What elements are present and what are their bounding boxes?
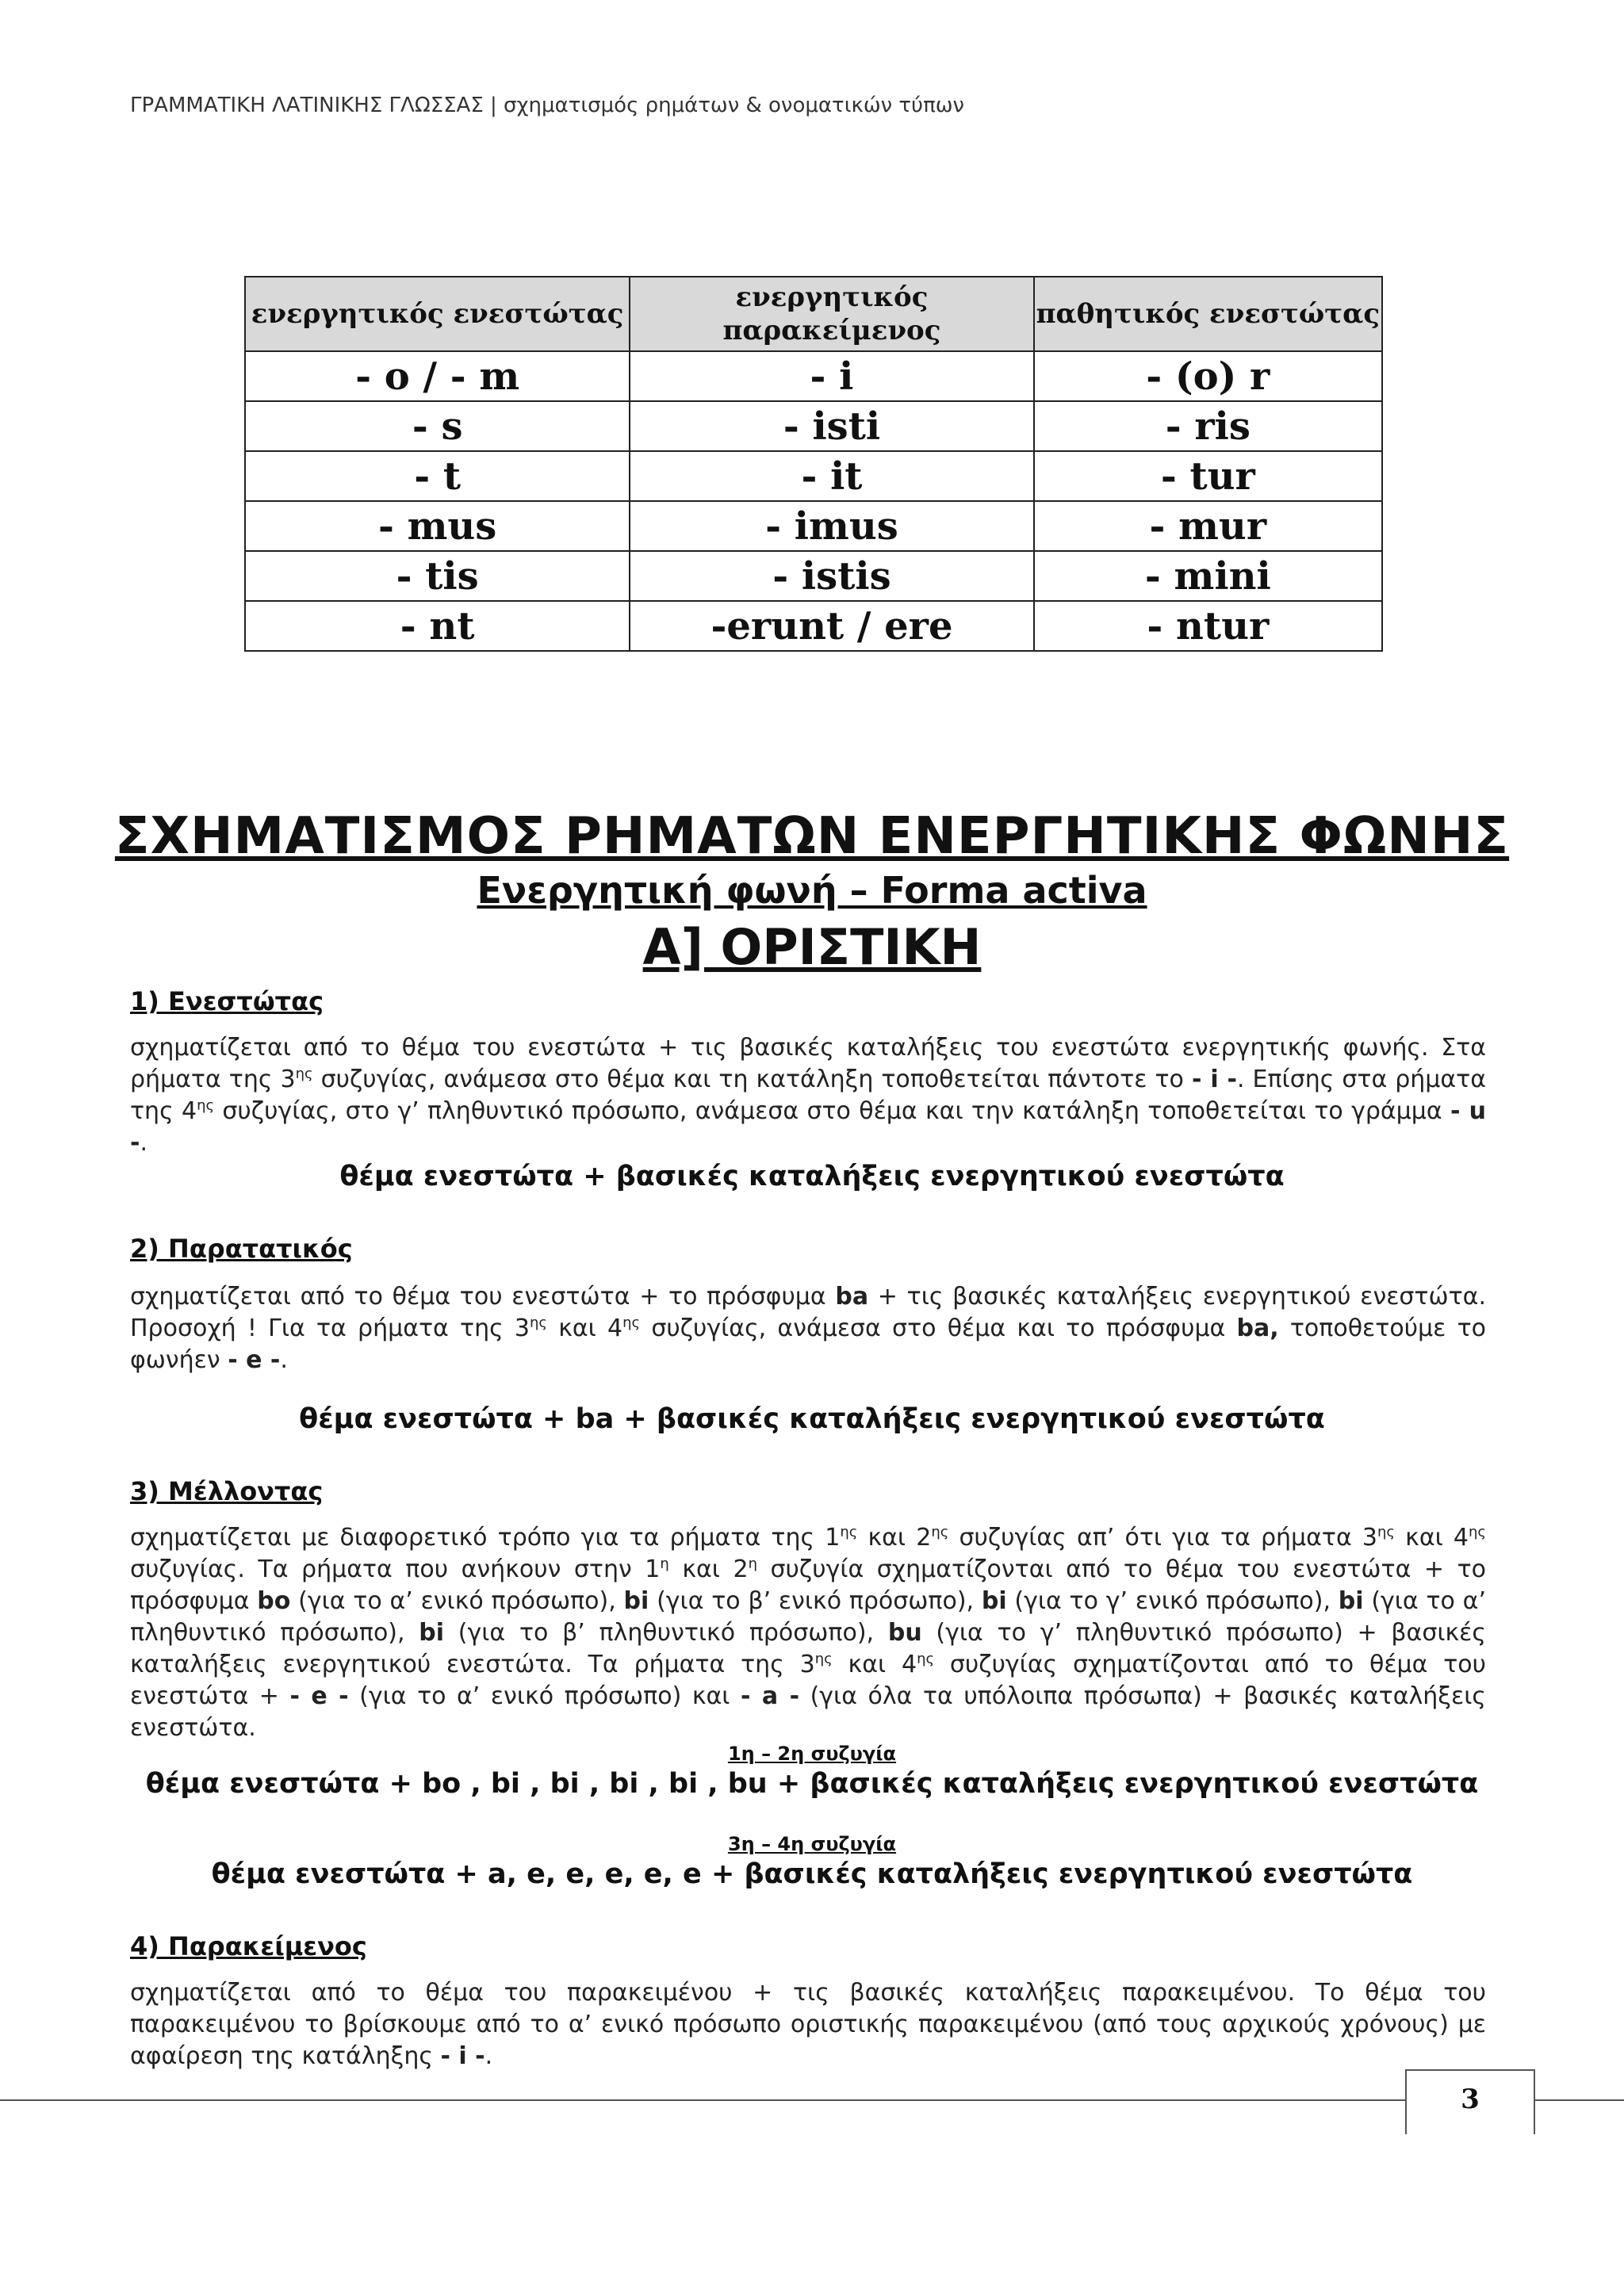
text: . Επίσης στα ρήματα της 4 bbox=[130, 1066, 1486, 1125]
main-title: ΣΧΗΜΑΤΙΣΜΟΣ ΡΗΜΑΤΩΝ ΕΝΕΡΓΗΤΙΚΗΣ ΦΩΝΗΣ bbox=[114, 807, 1510, 866]
table-row bbox=[245, 351, 1382, 401]
formula-future-3-4: θέμα ενεστώτα + a, e, e, e, e, e + βασικές καταλήξεις ενεργητικού ενεστώτα bbox=[211, 1858, 1413, 1890]
text: σχηματίζεται από το θέμα του ενεστώτα + το πρόσφυμα bbox=[130, 1283, 836, 1311]
column-header: ενεργητικός ενεστώτας bbox=[245, 277, 630, 351]
table-cell: -erunt / ere bbox=[630, 601, 1033, 651]
paragraph-future bbox=[130, 1522, 1486, 1744]
text: συζυγία σχηματίζονται από το θέμα του ενεστώτα + το πρόσφυμα bbox=[130, 1556, 1486, 1615]
text: σχηματίζεται από το θέμα του παρακειμένου + τις βασικές καταλήξεις παρακειμένου. Το θέμα του παρακειμένου το βρίσκουμε από το α’ ενικό πρόσωπο οριστικής παρακειμένου (από τους αρχικούς χρόνους) με αφαίρεση της κατάληξης bbox=[130, 1979, 1486, 2070]
paragraph-imperfect bbox=[130, 1281, 1486, 1376]
formula-imperfect: θέμα ενεστώτα + ba + βασικές καταλήξεις ενεργητικού ενεστώτα bbox=[299, 1403, 1325, 1435]
bold-text: bi bbox=[1338, 1587, 1364, 1615]
table-cell: - o / - m bbox=[245, 351, 630, 401]
table-cell: - it bbox=[630, 451, 1033, 501]
paragraph-perfect bbox=[130, 1977, 1486, 2072]
bold-text: - e - bbox=[289, 1682, 349, 1710]
table-row bbox=[245, 501, 1382, 551]
section-heading-imperfect: 2) Παρατατικός bbox=[130, 1234, 353, 1264]
table-cell: - mur bbox=[1034, 501, 1382, 551]
superscript: η bbox=[660, 1556, 669, 1572]
text: . bbox=[140, 1129, 147, 1157]
superscript: ης bbox=[1468, 1524, 1486, 1540]
mood-title: Α] ΟΡΙΣΤΙΚΗ bbox=[642, 918, 982, 976]
bold-text: bo bbox=[257, 1587, 291, 1615]
superscript: ης bbox=[295, 1066, 313, 1082]
text: (για το α’ ενικό πρόσωπο) και bbox=[348, 1682, 741, 1710]
paragraph-present bbox=[130, 1032, 1486, 1159]
bold-text: - a - bbox=[741, 1682, 800, 1710]
table-cell: - (o) r bbox=[1034, 351, 1382, 401]
bold-text: - i - bbox=[1191, 1066, 1237, 1093]
bold-text: bi bbox=[623, 1587, 649, 1615]
table-cell: - mus bbox=[245, 501, 630, 551]
superscript: ης bbox=[917, 1651, 935, 1667]
text: (για το α’ πληθυντικό πρόσωπο), bbox=[130, 1587, 1486, 1647]
text: (για το β’ πληθυντικό πρόσωπο), bbox=[444, 1619, 888, 1647]
table-cell: - t bbox=[245, 451, 630, 501]
text: σχηματίζεται με διαφορετικό τρόπο για τα ρήματα της 1 bbox=[130, 1524, 841, 1552]
text: (για το α’ ενικό πρόσωπο), bbox=[290, 1587, 624, 1615]
page-header: ΓΡΑΜΜΑΤΙΚΗ ΛΑΤΙΝΙΚΗΣ ΓΛΩΣΣΑΣ | σχηματισμός ρημάτων & ονοματικών τύπων bbox=[130, 94, 965, 117]
table-cell: - s bbox=[245, 401, 630, 451]
superscript: ης bbox=[814, 1651, 833, 1667]
formula-future-1-2: θέμα ενεστώτα + bo , bi , bi , bi , bi , bu + βασικές καταλήξεις ενεργητικού ενεστώτα bbox=[145, 1768, 1479, 1800]
text: συζυγίας σχηματίζονται από το θέμα του ενεστώτα + bbox=[130, 1651, 1486, 1710]
text: και 2 bbox=[668, 1556, 749, 1583]
endings-table bbox=[244, 276, 1383, 652]
text: τοποθετούμε το φωνήεν bbox=[130, 1314, 1486, 1374]
table-cell: - istis bbox=[630, 551, 1033, 601]
superscript: ης bbox=[931, 1524, 949, 1540]
section-heading-future: 3) Μέλλοντας bbox=[130, 1476, 324, 1506]
bold-text: - u - bbox=[130, 1097, 1486, 1157]
table-cell: - ris bbox=[1034, 401, 1382, 451]
conjugation-label-1-2: 1η – 2η συζυγία bbox=[727, 1743, 897, 1765]
bold-text: bu bbox=[887, 1619, 922, 1647]
page-number: 3 bbox=[1461, 2084, 1480, 2115]
table-cell: - mini bbox=[1034, 551, 1382, 601]
column-header: παθητικός ενεστώτας bbox=[1034, 277, 1382, 351]
text: και 2 bbox=[857, 1524, 932, 1552]
superscript: ης bbox=[197, 1097, 215, 1114]
text: (για το γ’ πληθυντικό πρόσωπο) + βασικές καταλήξεις ενεργητικού ενεστώτα. Τα ρήματα της 3 bbox=[130, 1619, 1487, 1678]
superscript: ης bbox=[1377, 1524, 1395, 1540]
table-cell: - i bbox=[630, 351, 1033, 401]
table-cell: - nt bbox=[245, 601, 630, 651]
table-cell: - imus bbox=[630, 501, 1033, 551]
footer-rule-left bbox=[0, 2099, 1407, 2101]
text: συζυγίας απ’ ότι για τα ρήματα 3 bbox=[948, 1524, 1377, 1552]
table-cell: - tis bbox=[245, 551, 630, 601]
bold-text: - i - bbox=[440, 2042, 485, 2070]
column-header: ενεργητικός παρακείμενος bbox=[630, 277, 1033, 351]
table-row bbox=[245, 601, 1382, 651]
text: και 4 bbox=[832, 1651, 917, 1678]
text: και 4 bbox=[1394, 1524, 1469, 1552]
text: (για το β’ ενικό πρόσωπο), bbox=[649, 1587, 982, 1615]
text: συζυγίας, ανάμεσα στο θέμα και το πρόσφυμα bbox=[640, 1314, 1237, 1342]
bold-text: bi bbox=[419, 1619, 445, 1647]
text: συζυγίας, ανάμεσα στο θέμα και τη κατάληξη τοποθετείται πάντοτε το bbox=[312, 1066, 1192, 1093]
table-cell: - ntur bbox=[1034, 601, 1382, 651]
table-row bbox=[245, 551, 1382, 601]
superscript: ης bbox=[622, 1314, 641, 1331]
text: (για όλα τα υπόλοιπα πρόσωπα) + βασικές καταλήξεις ενεστώτα. bbox=[130, 1682, 1486, 1742]
bold-text: bi bbox=[981, 1587, 1007, 1615]
table-row bbox=[245, 451, 1382, 501]
section-heading-perfect: 4) Παρακείμενος bbox=[130, 1931, 367, 1961]
section-heading-present: 1) Ενεστώτας bbox=[130, 986, 324, 1016]
text: συζυγίας. Τα ρήματα που ανήκουν στην 1 bbox=[130, 1556, 661, 1583]
text: . bbox=[280, 1346, 288, 1374]
bold-text: ba bbox=[835, 1283, 869, 1311]
footer-rule-right bbox=[1532, 2099, 1624, 2101]
superscript: ης bbox=[840, 1524, 858, 1540]
text: συζυγίας, στο γ’ πληθυντικό πρόσωπο, ανάμεσα στο θέμα και την κατάληξη τοποθετείται το γράμμα bbox=[214, 1097, 1450, 1125]
superscript: η bbox=[748, 1556, 757, 1572]
table-row bbox=[245, 401, 1382, 451]
sub-title: Ενεργητική φωνή – Forma activa bbox=[477, 869, 1147, 912]
table-header-row bbox=[245, 277, 1382, 351]
text: + τις βασικές καταλήξεις ενεργητικού ενεστώτα. Προσοχή ! Για τα ρήματα της 3 bbox=[130, 1283, 1486, 1342]
text: (για το γ’ ενικό πρόσωπο), bbox=[1006, 1587, 1339, 1615]
superscript: ης bbox=[530, 1314, 547, 1331]
table-cell: - tur bbox=[1034, 451, 1382, 501]
bold-text: ba, bbox=[1236, 1314, 1279, 1342]
text: σχηματίζεται από το θέμα του ενεστώτα + τις βασικές καταλήξεις του ενεστώτα ενεργητικής φωνής. Στα ρήματα της 3 bbox=[130, 1034, 1486, 1093]
formula-present: θέμα ενεστώτα + βασικές καταλήξεις ενεργητικού ενεστώτα bbox=[339, 1161, 1285, 1192]
table-cell: - isti bbox=[630, 401, 1033, 451]
bold-text: - e - bbox=[228, 1346, 281, 1374]
text: και 4 bbox=[547, 1314, 623, 1342]
conjugation-label-3-4: 3η – 4η συζυγία bbox=[727, 1833, 897, 1855]
text: . bbox=[485, 2042, 493, 2070]
